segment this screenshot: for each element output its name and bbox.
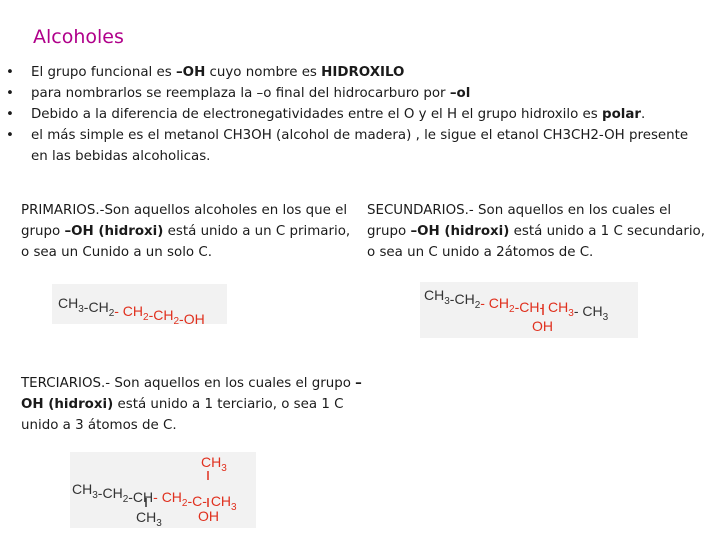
- bold-term: –OH (hidroxi): [64, 224, 164, 239]
- formula-subscript: 3: [568, 308, 574, 319]
- formula-segment: - CH: [539, 299, 569, 315]
- formula-segment: - CH: [114, 303, 144, 319]
- bold-term: –OH (hidroxi): [410, 224, 510, 239]
- bullet-dot: •: [6, 128, 14, 143]
- primarios-label: PRIMARIOS.-: [21, 203, 105, 218]
- bold-term: –OH: [175, 65, 206, 80]
- formula-segment: -CH: [97, 485, 123, 501]
- primarios-text: Son aquellos alcoholes en los que el grupo –OH (hidroxi) está unido a un C primario, o sea un Cunido a un solo C.: [21, 203, 351, 260]
- bullet-dot: •: [6, 107, 14, 122]
- tertiary-alcohol-formula: [70, 452, 256, 528]
- formula-segment: - CH: [153, 489, 182, 505]
- secundarios-block: [367, 200, 707, 263]
- formula-subscript: 3: [156, 518, 162, 529]
- page-title: Alcoholes: [33, 26, 124, 48]
- bullet-dot: •: [6, 86, 14, 101]
- secundarios-text: Son aquellos en los cuales el grupo –OH (hidroxi) está unido a 1 C secundario, o sea un C unido a 2átomos de C.: [367, 203, 705, 260]
- formula-segment: CH: [58, 295, 79, 311]
- formula-subscript: 3: [444, 296, 450, 307]
- formula-segment: CH: [424, 287, 445, 303]
- bold-term: –OH (hidroxi): [21, 376, 362, 412]
- formula-subscript: 2: [143, 312, 149, 323]
- formula-segment: - CH: [480, 295, 510, 311]
- formula-segment: - CH: [573, 303, 603, 319]
- formula-segment: -OH: [179, 311, 205, 327]
- bold-term: HIDROXILO: [321, 65, 405, 80]
- bullet-text: el más simple es el metanol CH3OH (alcohol de madera) , le sigue el etanol CH3CH2-OH presente en las bebidas alcoholicas.: [31, 128, 689, 164]
- terciarios-text: Son aquellos en los cuales el grupo –OH (hidroxi) está unido a 1 terciario, o sea 1 C unido a 3 átomos de C.: [21, 376, 362, 433]
- formula-subscript: 2: [509, 304, 515, 315]
- bold-term: polar: [602, 107, 642, 122]
- bullet-item: [0, 104, 706, 125]
- primarios-block: [21, 200, 351, 263]
- secondary-alcohol-formula: [420, 282, 638, 338]
- formula-subscript: 3: [221, 463, 227, 474]
- bullet-text: para nombrarlos se reemplaza la –o final del hidrocarburo por –ol: [31, 86, 471, 101]
- formula-segment: CH: [72, 481, 93, 497]
- bullet-item: [0, 62, 706, 83]
- formula-segment: -CH: [514, 299, 540, 315]
- formula-subscript: 2: [173, 316, 180, 327]
- formula-subscript: 3: [231, 502, 237, 513]
- formula-segment: CH: [136, 509, 157, 525]
- formula-subscript: 3: [92, 490, 98, 501]
- bullet-dot: •: [6, 65, 14, 80]
- formula-segment: - CH: [202, 493, 232, 509]
- formula-segment: CH: [201, 454, 222, 470]
- formula-subscript: 2: [181, 498, 188, 509]
- formula-segment: -CH: [83, 299, 109, 315]
- bullet-item: [0, 125, 706, 167]
- formula-segment: -C: [187, 493, 203, 509]
- terciarios-block: [21, 373, 366, 436]
- formula-segment: -CH: [148, 307, 174, 323]
- hydroxyl-label: OH: [532, 318, 553, 334]
- bullet-item: [0, 83, 706, 104]
- formula-subscript: 2: [474, 300, 481, 311]
- formula-subscript: 2: [108, 308, 115, 319]
- bullet-text: Debido a la diferencia de electronegatividades entre el O y el H el grupo hidroxilo es polar.: [31, 107, 646, 122]
- primary-alcohol-formula: [52, 284, 227, 327]
- formula-subscript: 2: [122, 494, 129, 505]
- secundarios-label: SECUNDARIOS.-: [367, 203, 474, 218]
- bullet-list: [0, 62, 720, 167]
- hydroxyl-label: OH: [198, 508, 219, 524]
- formula-segment: -CH: [128, 489, 154, 505]
- bullet-text: El grupo funcional es –OH cuyo nombre es HIDROXILO: [31, 65, 405, 80]
- formula-subscript: 3: [78, 304, 84, 315]
- formula-segment: -CH: [449, 291, 475, 307]
- formula-subscript: 3: [602, 312, 609, 323]
- bold-term: –ol: [449, 86, 471, 101]
- terciarios-label: TERCIARIOS.-: [21, 376, 111, 391]
